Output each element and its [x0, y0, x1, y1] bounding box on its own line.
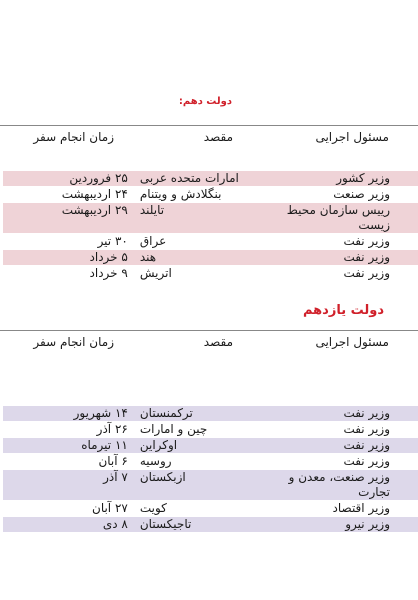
date-cell: ۲۴ اردیبهشت [61, 187, 128, 201]
date-cell: ۵ خرداد [89, 250, 128, 264]
table-row [3, 438, 418, 454]
destination-cell: کویت [139, 501, 167, 515]
date-cell: ۳۰ تیر [97, 234, 128, 248]
destination-cell: تاجیکستان [139, 517, 192, 531]
header-destination: مقصد [203, 130, 233, 144]
date-cell: ۲۹ اردیبهشت [61, 203, 128, 217]
cabinet11-title: دولت یازدهم [302, 303, 384, 318]
cabinet11-table [3, 406, 418, 533]
destination-cell: تایلند [139, 203, 165, 217]
table-row [3, 234, 418, 250]
destination-cell: ازبکستان [139, 470, 186, 484]
date-cell: ۹ خرداد [89, 266, 128, 280]
official-cell: رییس سازمان محیط زیست [286, 203, 390, 232]
table-row [3, 501, 418, 517]
table-row [3, 171, 418, 187]
destination-cell: امارات متحده عربی [139, 171, 239, 185]
table-row [3, 517, 418, 533]
table-row [3, 422, 418, 438]
cabinet10-header [0, 125, 418, 154]
date-cell: ۸ دی [102, 517, 128, 531]
table-row [3, 187, 418, 203]
destination-cell: ترکمنستان [139, 406, 193, 420]
official-cell: وزیر نفت [343, 266, 390, 280]
official-cell: وزیر نفت [343, 250, 390, 264]
table-row [3, 266, 418, 282]
header-date: زمان انجام سفر [33, 335, 114, 349]
destination-cell: هند [139, 250, 157, 264]
table-row [3, 203, 418, 234]
official-cell: وزیر نفت [343, 234, 390, 248]
official-cell: وزیر کشور [336, 171, 390, 185]
cabinet11-header [0, 330, 418, 359]
date-cell: ۲۶ آذر [96, 422, 128, 436]
date-cell: ۱۱ تیرماه [81, 438, 128, 452]
official-cell: وزیر نیرو [345, 517, 390, 531]
date-cell: ۶ آبان [98, 454, 128, 468]
table-row [3, 250, 418, 266]
date-cell: ۷ آذر [103, 470, 128, 484]
date-cell: ۱۴ شهریور [73, 406, 128, 420]
date-cell: ۲۷ آبان [92, 501, 128, 515]
destination-cell: اوکراین [139, 438, 178, 452]
destination-cell: روسیه [139, 454, 172, 468]
header-destination: مقصد [203, 335, 233, 349]
destination-cell: بنگلادش و ویتنام [139, 187, 222, 201]
table-row [3, 470, 418, 501]
cabinet10-title: دولت دهم: [178, 96, 232, 107]
official-cell: وزیر نفت [343, 422, 390, 436]
official-cell: وزیر نفت [343, 406, 390, 420]
official-cell: وزیر نفت [343, 454, 390, 468]
cabinet10-table [3, 171, 418, 282]
header-date: زمان انجام سفر [33, 130, 114, 144]
official-cell: وزیر اقتصاد [332, 501, 390, 515]
header-official: مسئول اجرایی [315, 130, 389, 144]
table-row [3, 406, 418, 422]
official-cell: وزیر نفت [343, 438, 390, 452]
official-cell: وزیر صنعت [333, 187, 390, 201]
destination-cell: عراق [139, 234, 167, 248]
destination-cell: چین و امارات [139, 422, 208, 436]
destination-cell: اتریش [139, 266, 172, 280]
table-row [3, 454, 418, 470]
header-official: مسئول اجرایی [315, 335, 389, 349]
official-cell: وزیر صنعت، معدن و تجارت [288, 470, 390, 499]
date-cell: ۲۵ فروردین [69, 171, 128, 185]
